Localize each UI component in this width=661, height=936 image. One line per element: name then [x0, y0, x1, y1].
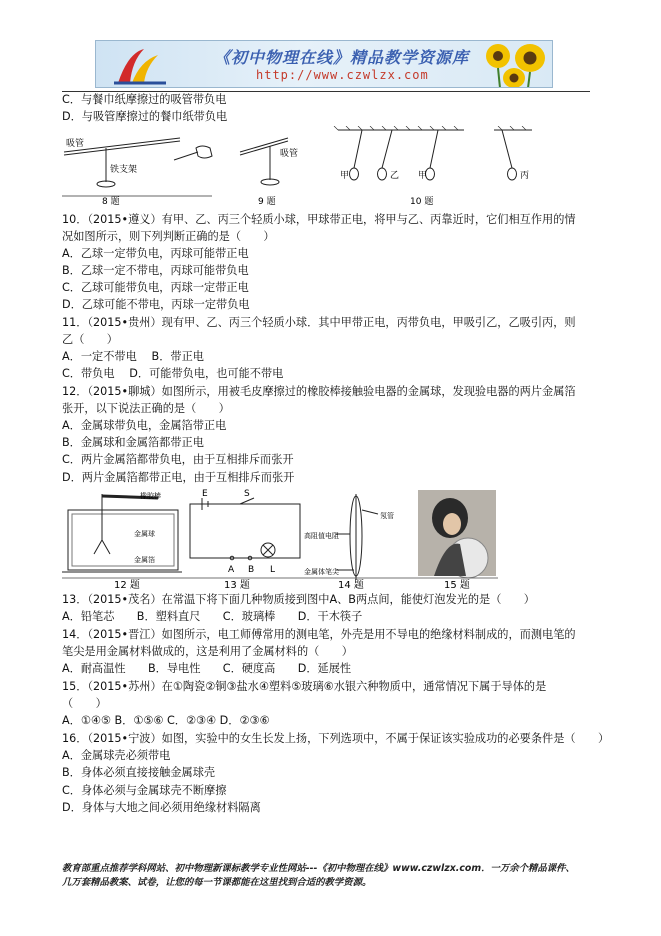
label-neon: 氖管	[380, 512, 394, 520]
option-line: A．铅笔芯 B．塑料直尺 C．玻璃棒 D．干木筷子	[62, 610, 363, 623]
question-line: （ ）	[62, 697, 107, 710]
label-ball: 乙	[390, 171, 400, 181]
label-rod: 橡胶棒	[140, 492, 161, 500]
label-ball: 甲	[418, 171, 428, 181]
question-line: 乙（ ）	[62, 333, 118, 346]
caption-9: 9 题	[258, 197, 276, 206]
option-line: A．一定不带电 B．带正电	[62, 350, 204, 363]
sunflower-icon	[478, 42, 548, 88]
page-footer	[62, 862, 575, 890]
option-line: D．乙球可能不带电，丙球一定带负电	[62, 298, 250, 311]
question-line: 16．（2015•宁波）如图，实验中的女生长发上扬，下列选项中，不属于保证该实验成功的必要条件是（ ）	[62, 732, 610, 745]
question-line: 13．（2015•茂名）在常温下将下面几种物质接到图中A、B两点间，能使灯泡发光的是（ ）	[62, 593, 535, 606]
label-stand: 铁支架	[110, 165, 138, 175]
label-switch: S	[244, 489, 250, 499]
question-line: 笔尖是用金属材料做成的，这是利用了金属材料的（ ）	[62, 645, 353, 658]
caption-14: 14 题	[338, 580, 364, 590]
option-line: C．乙球可能带负电，丙球一定带正电	[62, 281, 249, 294]
label-ball: 甲	[340, 171, 350, 181]
option-line: C．两片金属箔都带负电，由于互相排斥而张开	[62, 453, 294, 466]
option-line: B．乙球一定不带电，丙球可能带负电	[62, 264, 249, 277]
label-ball: 金属球	[134, 530, 155, 538]
site-logo-icon	[110, 43, 170, 87]
footer-line: 几万套精品教案、试卷，让您的每一节课都能在这里找到合适的教学资源。	[62, 877, 372, 888]
caption-12: 12 题	[114, 580, 140, 590]
footer-line: 教育部重点推荐学科网站、初中物理新课标教学专业性网站---《初中物理在线》www.czwlzx.com．一万余个精品课件、	[62, 863, 575, 874]
label-point-a: A	[228, 565, 235, 575]
option-line: D．身体与大地之间必须用绝缘材料隔离	[62, 801, 261, 814]
question-line: 12．（2015•聊城）如图所示，用被毛皮摩擦过的橡胶棒接触验电器的金属球，发现验电器的两片金属箔	[62, 385, 576, 398]
option-line: A．耐高温性 B．导电性 C．硬度高 D．延展性	[62, 662, 352, 675]
question-line: 张开，以下说法正确的是（ ）	[62, 402, 230, 415]
question-line: 11．（2015•贵州）现有甲、乙、丙三个轻质小球．其中甲带正电，丙带负电，甲吸引乙，乙吸引丙，则	[62, 316, 576, 329]
header-banner	[95, 40, 553, 88]
label-straw: 吸管	[66, 139, 85, 149]
caption-8: 8 题	[102, 197, 120, 206]
option-line: C．与餐巾纸摩擦过的吸管带负电	[62, 93, 227, 106]
option-line: A．乙球一定带负电，丙球可能带正电	[62, 247, 249, 260]
option-line: A．金属球带负电，金属箔带正电	[62, 419, 227, 432]
figure-8-9-10	[62, 126, 532, 206]
option-line: D．两片金属箔都带正电，由于互相排斥而张开	[62, 471, 295, 484]
caption-10: 10 题	[410, 197, 434, 206]
label-tip: 金属体笔尖	[304, 568, 339, 576]
figure-12-15	[62, 488, 498, 590]
option-line: C．带负电 D．可能带负电，也可能不带电	[62, 367, 284, 380]
label-ball: 丙	[520, 171, 530, 181]
label-foil: 金属箔	[134, 556, 155, 564]
label-point-b: B	[248, 565, 255, 575]
caption-15: 15 题	[444, 580, 470, 590]
label-resistor: 高阻值电阻	[304, 532, 339, 540]
header-url[interactable]: http://www.czwlzx.com	[256, 68, 429, 82]
option-line: A．①④⑤ B．①⑤⑥ C．②③④ D．②③⑥	[62, 714, 270, 727]
label-straw: 吸管	[280, 149, 299, 159]
option-line: A．金属球壳必须带电	[62, 749, 171, 762]
caption-13: 13 题	[224, 580, 250, 590]
label-lamp: L	[270, 565, 276, 575]
option-line: D．与吸管摩擦过的餐巾纸带负电	[62, 110, 228, 123]
header-title: 《初中物理在线》精品教学资源库	[214, 48, 470, 67]
label-battery: E	[202, 489, 208, 499]
option-line: B．身体必须直接接触金属球壳	[62, 766, 216, 779]
question-line: 况如图所示，则下列判断正确的是（ ）	[62, 230, 275, 243]
question-line: 14．（2015•晋江）如图所示，电工师傅常用的测电笔，外壳是用不导电的绝缘材料制成的，而测电笔的	[62, 628, 576, 641]
question-line: 10．（2015•遵义）有甲、乙、丙三个轻质小球，甲球带正电，将甲与乙、丙靠近时，它们相互作用的情	[62, 213, 576, 226]
option-line: B．金属球和金属箔都带正电	[62, 436, 204, 449]
option-line: C．身体必须与金属球壳不断摩擦	[62, 784, 227, 797]
question-line: 15．（2015•苏州）在①陶瓷②铜③盐水④塑料⑤玻璃⑥水银六种物质中，通常情况下属于导体的是	[62, 680, 547, 693]
